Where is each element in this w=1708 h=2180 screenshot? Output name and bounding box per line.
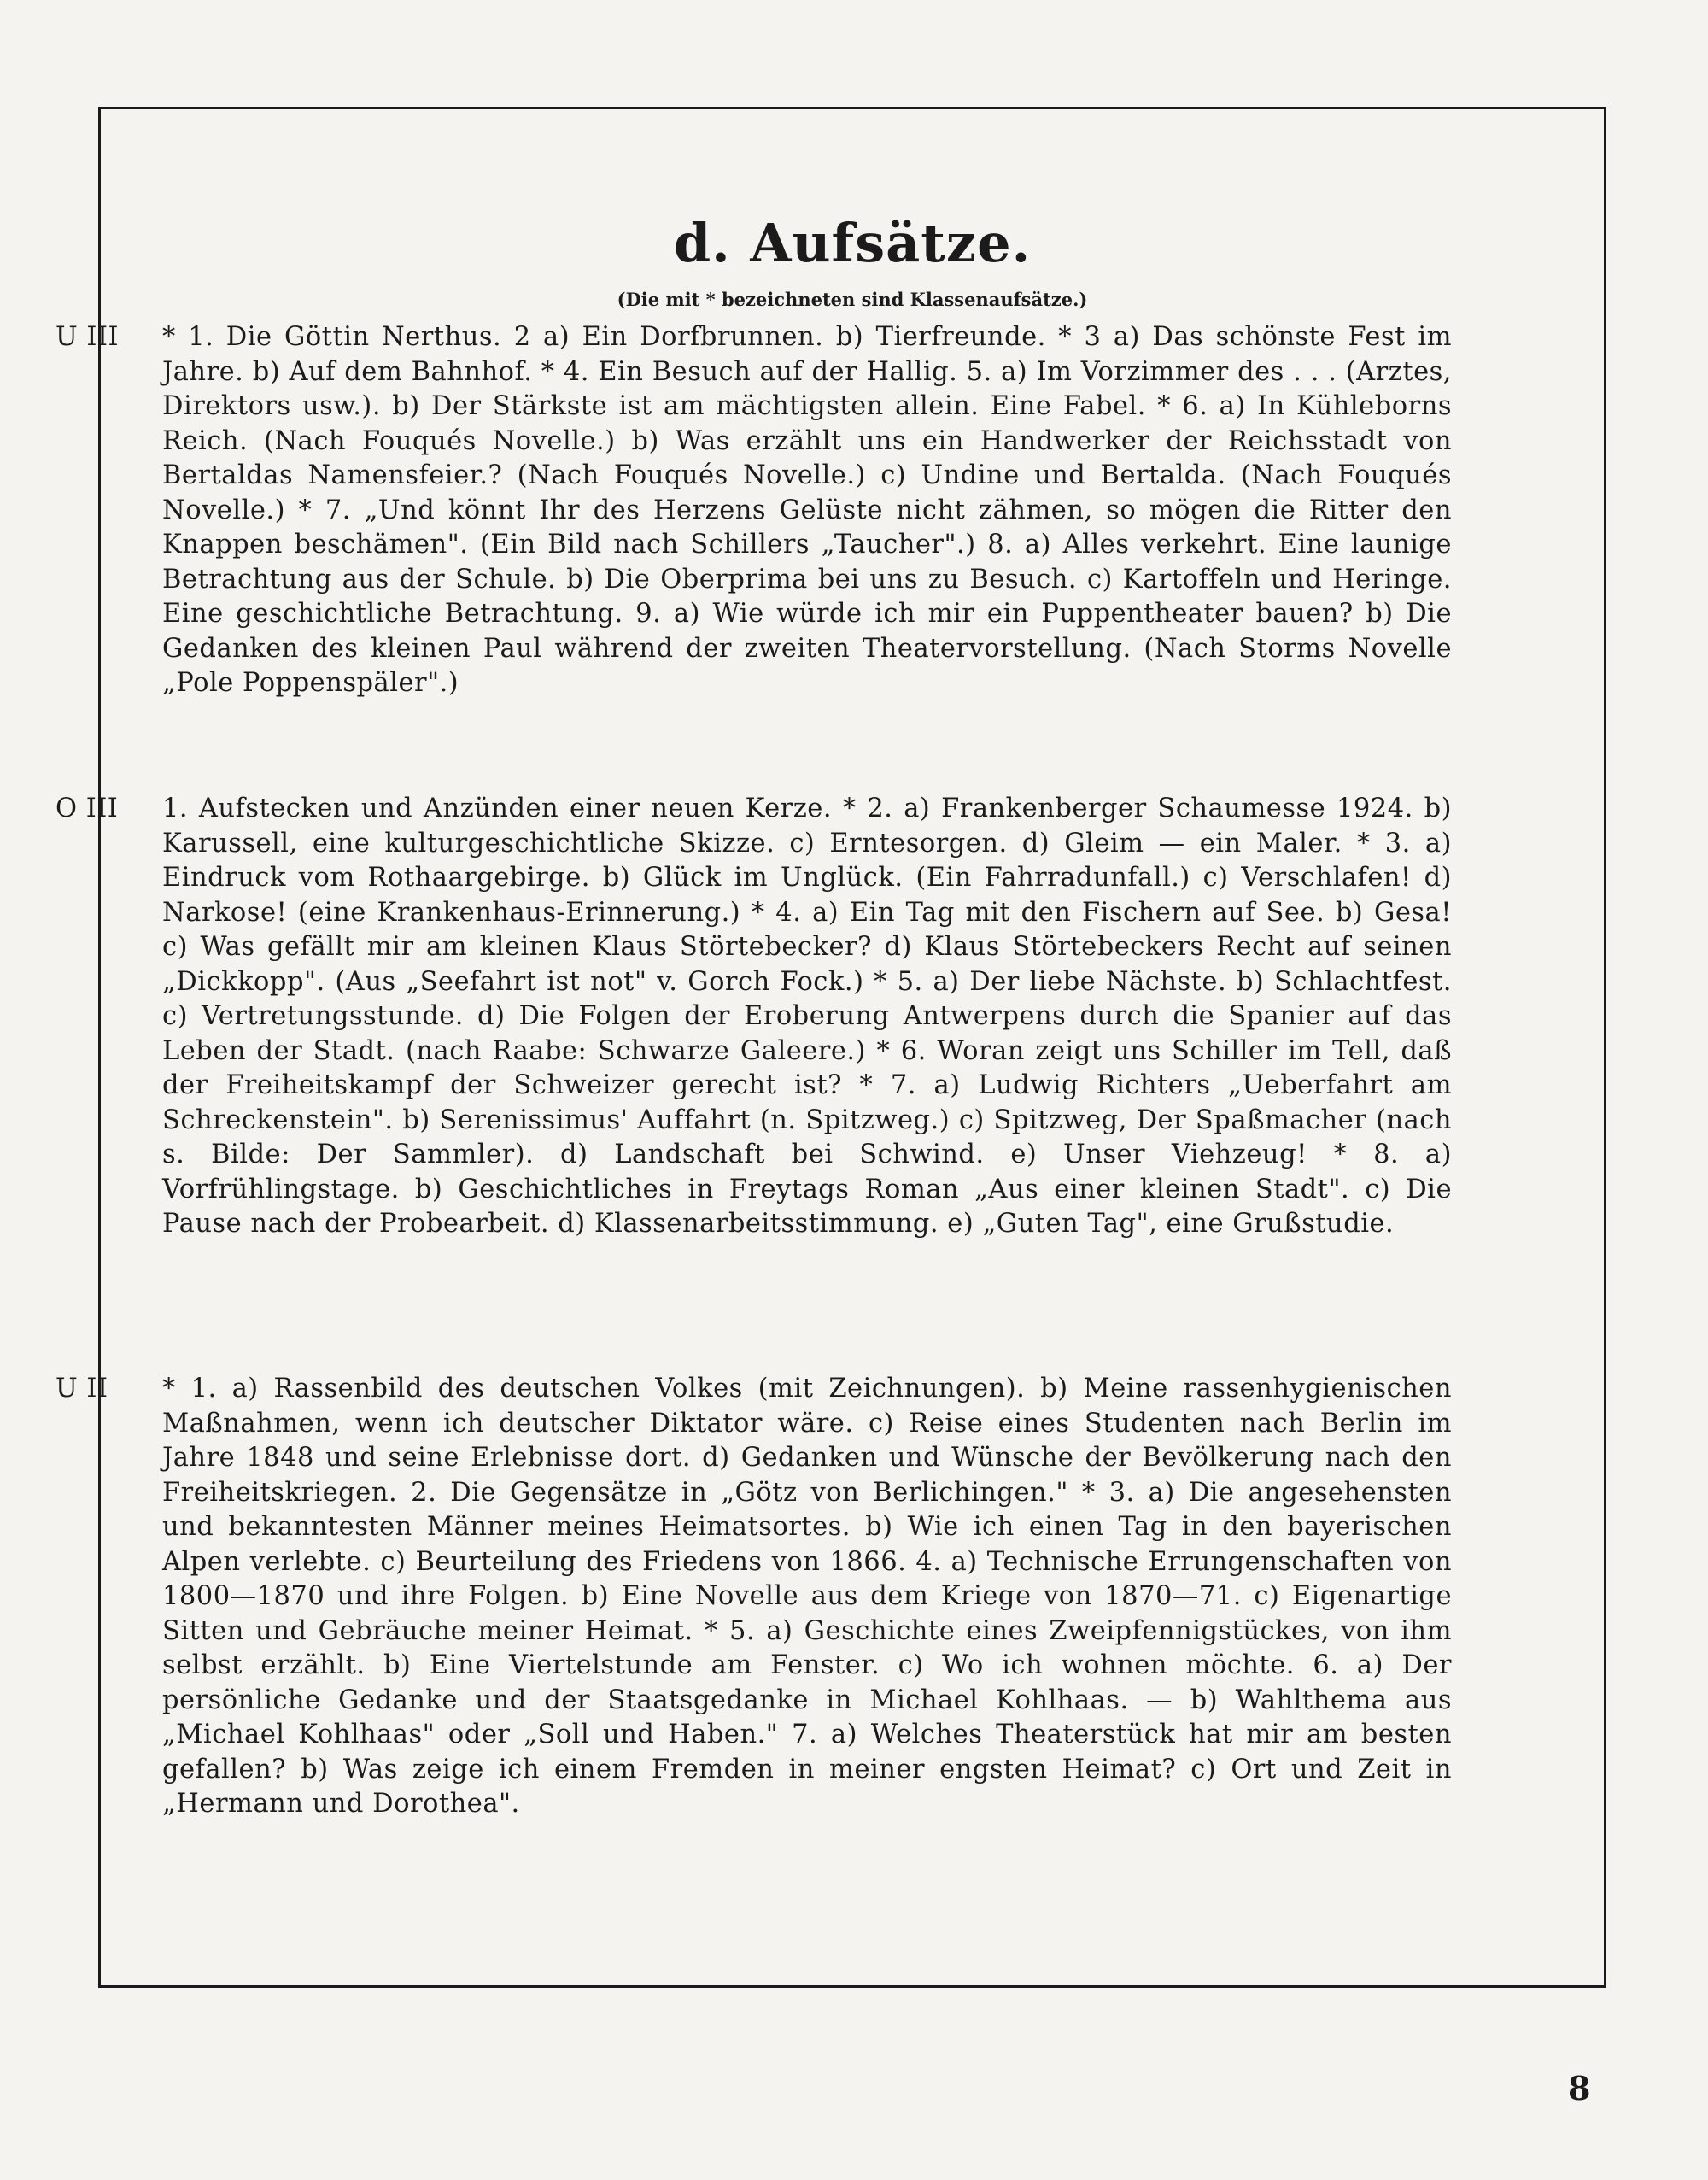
section-u-iii [56,320,1452,701]
section-label: U II [56,1374,108,1404]
section-label: O III [56,794,119,823]
page-subtitle: (Die mit * bezeichneten sind Klassenaufsätze.) [617,289,1088,310]
page-number: 8 [1568,2069,1591,2107]
section-label: U III [56,322,120,352]
page-title: d. Aufsätze. [673,212,1032,274]
section-text: 1. Aufstecken und Anzünden einer neuen Kerze. * 2. a) Frankenberger Schaumesse 1924. b) Karussell, eine kulturgeschichtliche Skizze. c) Erntesorgen. d) Gleim — ein Maler. * 3. a) Eindruck vom Rothaargebirge. b) Glück im Unglück. (Ein Fahrradunfall.) c) Verschlafen! d) Narkose! (eine Krankenhaus-Erinnerung.) * 4. a) Ein Tag mit den Fischern auf See. b) Gesa! c) Was gefällt mir am kleinen Klaus Störtebecker? d) Klaus Störtebeckers Recht auf seinen „Dickkopp". (Aus „Seefahrt ist not" v. Gorch Fock.) * 5. a) Der liebe Nächste. b) Schlachtfest. c) Vertretungsstunde. d) Die Folgen der Eroberung Antwerpens durch die Spanier auf das Leben der Stadt. (nach Raabe: Schwarze Galeere.) * 6. Woran zeigt uns Schiller im Tell, daß der Freiheitskampf der Schweizer gerecht ist? * 7. a) Ludwig Richters „Ueberfahrt am Schreckenstein". b) Serenissimus' Auffahrt (n. Spitzweg.) c) Spitzweg, Der Spaßmacher (nach s. Bilde: Der Sammler). d) Landschaft bei Schwind. e) Unser Viehzeug! * 8. a) Vorfrühlingstage. b) Geschichtliches in Freytags Roman „Aus einer kleinen Stadt". c) Die Pause nach der Probearbeit. d) Klassenarbeitsstimmung. e) „Guten Tag", eine Grußstudie. [162,794,1452,1239]
section-o-iii [56,792,1452,1242]
section-u-ii [56,1372,1452,1822]
section-text: * 1. Die Göttin Nerthus. 2 a) Ein Dorfbrunnen. b) Tierfreunde. * 3 a) Das schönste Fest im Jahre. b) Auf dem Bahnhof. * 4. Ein Besuch auf der Hallig. 5. a) Im Vorzimmer des . . . (Arztes, Direktors usw.). b) Der Stärkste ist am mächtigsten allein. Eine Fabel. * 6. a) In Kühleborns Reich. (Nach Fouqués Novelle.) b) Was erzählt uns ein Handwerker der Reichsstadt von Bertaldas Namensfeier.? (Nach Fouqués Novelle.) c) Undine und Bertalda. (Nach Fouqués Novelle.) * 7. „Und könnt Ihr des Herzens Gelüste nicht zähmen, so mögen die Ritter den Knappen beschämen". (Ein Bild nach Schillers „Taucher".) 8. a) Alles verkehrt. Eine launige Betrachtung aus der Schule. b) Die Oberprima bei uns zu Besuch. c) Kartoffeln und Heringe. Eine geschichtliche Betrachtung. 9. a) Wie würde ich mir ein Puppentheater bauen? b) Die Gedanken des kleinen Paul während der zweiten Theatervorstellung. (Nach Storms Novelle „Pole Poppenspäler".) [162,322,1452,698]
section-text: * 1. a) Rassenbild des deutschen Volkes (mit Zeichnungen). b) Meine rassenhygienischen Maßnahmen, wenn ich deutscher Diktator wäre. c) Reise eines Studenten nach Berlin im Jahre 1848 und seine Erlebnisse dort. d) Gedanken und Wünsche der Bevölkerung nach den Freiheitskriegen. 2. Die Gegensätze in „Götz von Berlichingen." * 3. a) Die angesehensten und bekanntesten Männer meines Heimatsortes. b) Wie ich einen Tag in den bayerischen Alpen verlebte. c) Beurteilung des Friedens von 1866. 4. a) Technische Errungenschaften von 1800—1870 und ihre Folgen. b) Eine Novelle aus dem Kriege von 1870—71. c) Eigenartige Sitten und Gebräuche meiner Heimat. * 5. a) Geschichte eines Zweipfennigstückes, von ihm selbst erzählt. b) Eine Viertelstunde am Fenster. c) Wo ich wohnen möchte. 6. a) Der persönliche Gedanke und der Staatsgedanke in Michael Kohlhaas. — b) Wahlthema aus „Michael Kohlhaas" oder „Soll und Haben." 7. a) Welches Theaterstück hat mir am besten gefallen? b) Was zeige ich einem Fremden in meiner engsten Heimat? c) Ort und Zeit in „Hermann und Dorothea". [162,1374,1452,1819]
